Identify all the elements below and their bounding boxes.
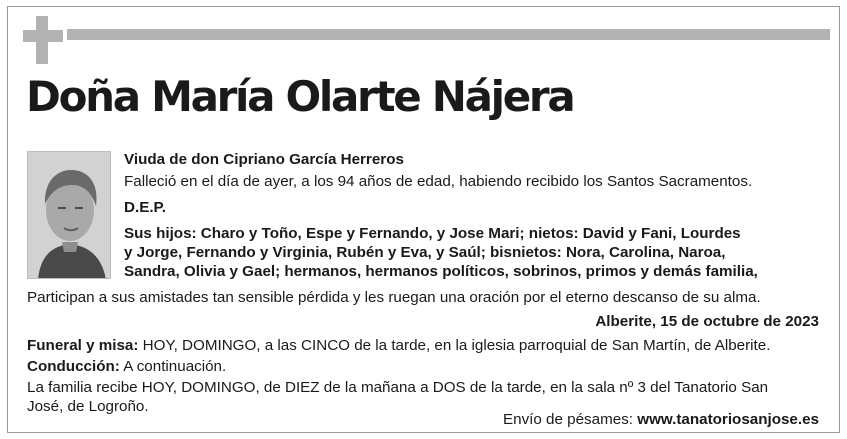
widow-line: Viuda de don Cipriano García Herreros — [124, 151, 404, 168]
condolences-label: Envío de pésames: — [503, 411, 634, 428]
funeral-line — [27, 336, 770, 355]
reception-line: José, de Logroño. — [27, 398, 149, 415]
dep-label: D.E.P. — [124, 199, 166, 216]
header-rule — [67, 29, 830, 40]
conduccion-line — [27, 357, 226, 376]
family-line: y Jorge, Fernando y Virginia, Rubén y Eva, y Saúl; bisnietos: Nora, Carolina, Naroa, — [124, 244, 726, 261]
funeral-text: HOY, DOMINGO, a las CINCO de la tarde, en la iglesia parroquial de San Martín, de Alberite. — [142, 337, 771, 354]
conduccion-label: Conducción: — [27, 358, 120, 375]
conduccion-text: A continuación. — [123, 358, 227, 375]
condolences-line — [503, 410, 819, 429]
funeral-label: Funeral y misa: — [27, 337, 139, 354]
cross-icon — [23, 16, 63, 64]
participation-text: Participan a sus amistades tan sensible pérdida y les ruegan una oración por el eterno descanso de su alma. — [27, 289, 761, 306]
place-date: Alberite, 15 de octubre de 2023 — [595, 313, 819, 330]
death-notice: Falleció en el día de ayer, a los 94 años de edad, habiendo recibido los Santos Sacramentos. — [124, 173, 753, 190]
deceased-photo — [27, 151, 111, 279]
family-line: Sus hijos: Charo y Toño, Espe y Fernando, y Jose Mari; nietos: David y Fani, Lourdes — [124, 225, 741, 242]
condolences-url[interactable]: www.tanatoriosanjose.es — [637, 411, 819, 428]
deceased-name: Doña María Olarte Nájera — [26, 72, 574, 121]
portrait-image — [28, 152, 111, 279]
reception-line: La familia recibe HOY, DOMINGO, de DIEZ de la mañana a DOS de la tarde, en la sala nº 3 del Tanatorio San — [27, 379, 769, 396]
family-line: Sandra, Olivia y Gael; hermanos, hermanos políticos, sobrinos, primos y demás familia, — [124, 263, 758, 280]
